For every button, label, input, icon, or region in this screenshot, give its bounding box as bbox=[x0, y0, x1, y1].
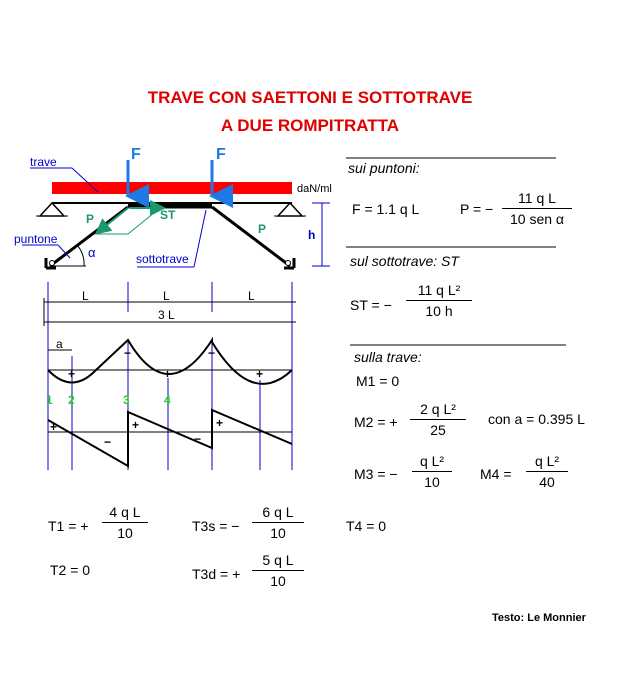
moment-minus-2: − bbox=[208, 346, 216, 360]
formula-P-numerator: 11 q L bbox=[518, 190, 556, 206]
formula-T3s-denominator: 10 bbox=[270, 525, 286, 541]
shear-lines bbox=[48, 410, 292, 466]
formula-M2-denominator: 25 bbox=[430, 422, 446, 438]
right-support bbox=[278, 203, 302, 216]
label-trave: trave bbox=[30, 155, 57, 169]
formula-M2-fraction bbox=[410, 400, 466, 439]
shear-plus-2: + bbox=[132, 418, 140, 432]
point-4: 4 bbox=[164, 393, 171, 407]
formula-M3-numerator: q L² bbox=[419, 453, 445, 469]
formula-T1-denominator: 10 bbox=[117, 525, 133, 541]
label-a: a bbox=[56, 337, 63, 351]
formula-T3s-fraction bbox=[252, 503, 304, 542]
formula-T3d-fraction bbox=[252, 551, 304, 590]
label-alpha: α bbox=[88, 245, 96, 260]
label-span-3: L bbox=[248, 289, 255, 303]
formula-T3s-lhs: T3s = − bbox=[192, 518, 240, 534]
formula-ST-denominator: 10 h bbox=[425, 303, 453, 319]
formula-M4-fraction bbox=[526, 452, 568, 491]
moment-minus-1: − bbox=[124, 346, 132, 360]
formula-ST-numerator: 11 q L² bbox=[417, 282, 461, 298]
formula-M2-lhs: M2 = + bbox=[354, 414, 398, 430]
label-sottotrave: sottotrave bbox=[136, 252, 189, 266]
label-span-1: L bbox=[82, 289, 89, 303]
formula-T2: T2 = 0 bbox=[50, 562, 91, 578]
source-credit: Testo: Le Monnier bbox=[492, 612, 586, 624]
moment-plus-3: + bbox=[256, 367, 264, 381]
label-P-right: P bbox=[258, 222, 267, 236]
left-support bbox=[40, 203, 64, 216]
formula-T1-numerator: 4 q L bbox=[109, 504, 141, 520]
moment-plus-2: + bbox=[164, 367, 172, 381]
formula-M4-numerator: q L² bbox=[534, 453, 560, 469]
formula-T3s-numerator: 6 q L bbox=[262, 504, 294, 520]
title-line-1: TRAVE CON SAETTONI E SOTTOTRAVE bbox=[147, 88, 473, 107]
point-2: 2 bbox=[68, 393, 75, 407]
label-total-span: 3 L bbox=[158, 308, 175, 322]
shear-plus-1: + bbox=[50, 420, 58, 434]
formula-M3-denominator: 10 bbox=[424, 474, 440, 490]
title-line-2: A DUE ROMPITRATTA bbox=[220, 116, 400, 135]
point-3: 3 bbox=[123, 393, 130, 407]
formula-M4-denominator: 40 bbox=[539, 474, 555, 490]
shear-minus-1: − bbox=[104, 435, 112, 449]
formula-M3-fraction bbox=[412, 452, 452, 491]
formula-T1-lhs: T1 = + bbox=[48, 518, 89, 534]
formula-ST-lhs: ST = − bbox=[350, 297, 392, 313]
formula-P-denominator: 10 sen α bbox=[509, 211, 565, 227]
shear-minus-2: − bbox=[194, 432, 202, 446]
moment-plus-1: + bbox=[68, 367, 76, 381]
formula-con-a: con a = 0.395 L bbox=[488, 411, 585, 427]
heading-sulla-trave: sulla trave: bbox=[354, 349, 422, 365]
label-h: h bbox=[308, 228, 316, 242]
label-load-unit: daN/ml bbox=[297, 183, 332, 195]
formula-M4-lhs: M4 = bbox=[480, 466, 512, 482]
shear-plus-3: + bbox=[216, 416, 224, 430]
formula-ST-fraction bbox=[406, 281, 472, 320]
formula-P-fraction bbox=[502, 189, 572, 228]
label-P-left: P bbox=[86, 212, 95, 226]
heading-sul-sottotrave: sul sottotrave: ST bbox=[350, 253, 459, 269]
label-force-F-right: F bbox=[216, 146, 226, 163]
formula-M1: M1 = 0 bbox=[356, 373, 400, 389]
formula-T3d-lhs: T3d = + bbox=[192, 566, 241, 582]
label-force-F-left: F bbox=[131, 146, 141, 163]
formula-F: F = 1.1 q L bbox=[352, 201, 420, 217]
force-polygon bbox=[96, 208, 160, 234]
formula-P-lhs: P = − bbox=[460, 201, 494, 217]
label-ST: ST bbox=[160, 208, 176, 222]
label-puntone: puntone bbox=[14, 232, 58, 246]
formula-M2-numerator: 2 q L² bbox=[420, 401, 456, 417]
formula-T3d-denominator: 10 bbox=[270, 573, 286, 589]
heading-sui-puntoni: sui puntoni: bbox=[348, 160, 420, 176]
formula-T3d-numerator: 5 q L bbox=[262, 552, 294, 568]
formula-M3-lhs: M3 = − bbox=[354, 466, 398, 482]
formula-T4: T4 = 0 bbox=[346, 518, 387, 534]
trave-beam bbox=[52, 182, 292, 194]
formula-T1-fraction bbox=[102, 503, 148, 542]
label-span-2: L bbox=[163, 289, 170, 303]
point-1: 1 bbox=[46, 393, 53, 407]
